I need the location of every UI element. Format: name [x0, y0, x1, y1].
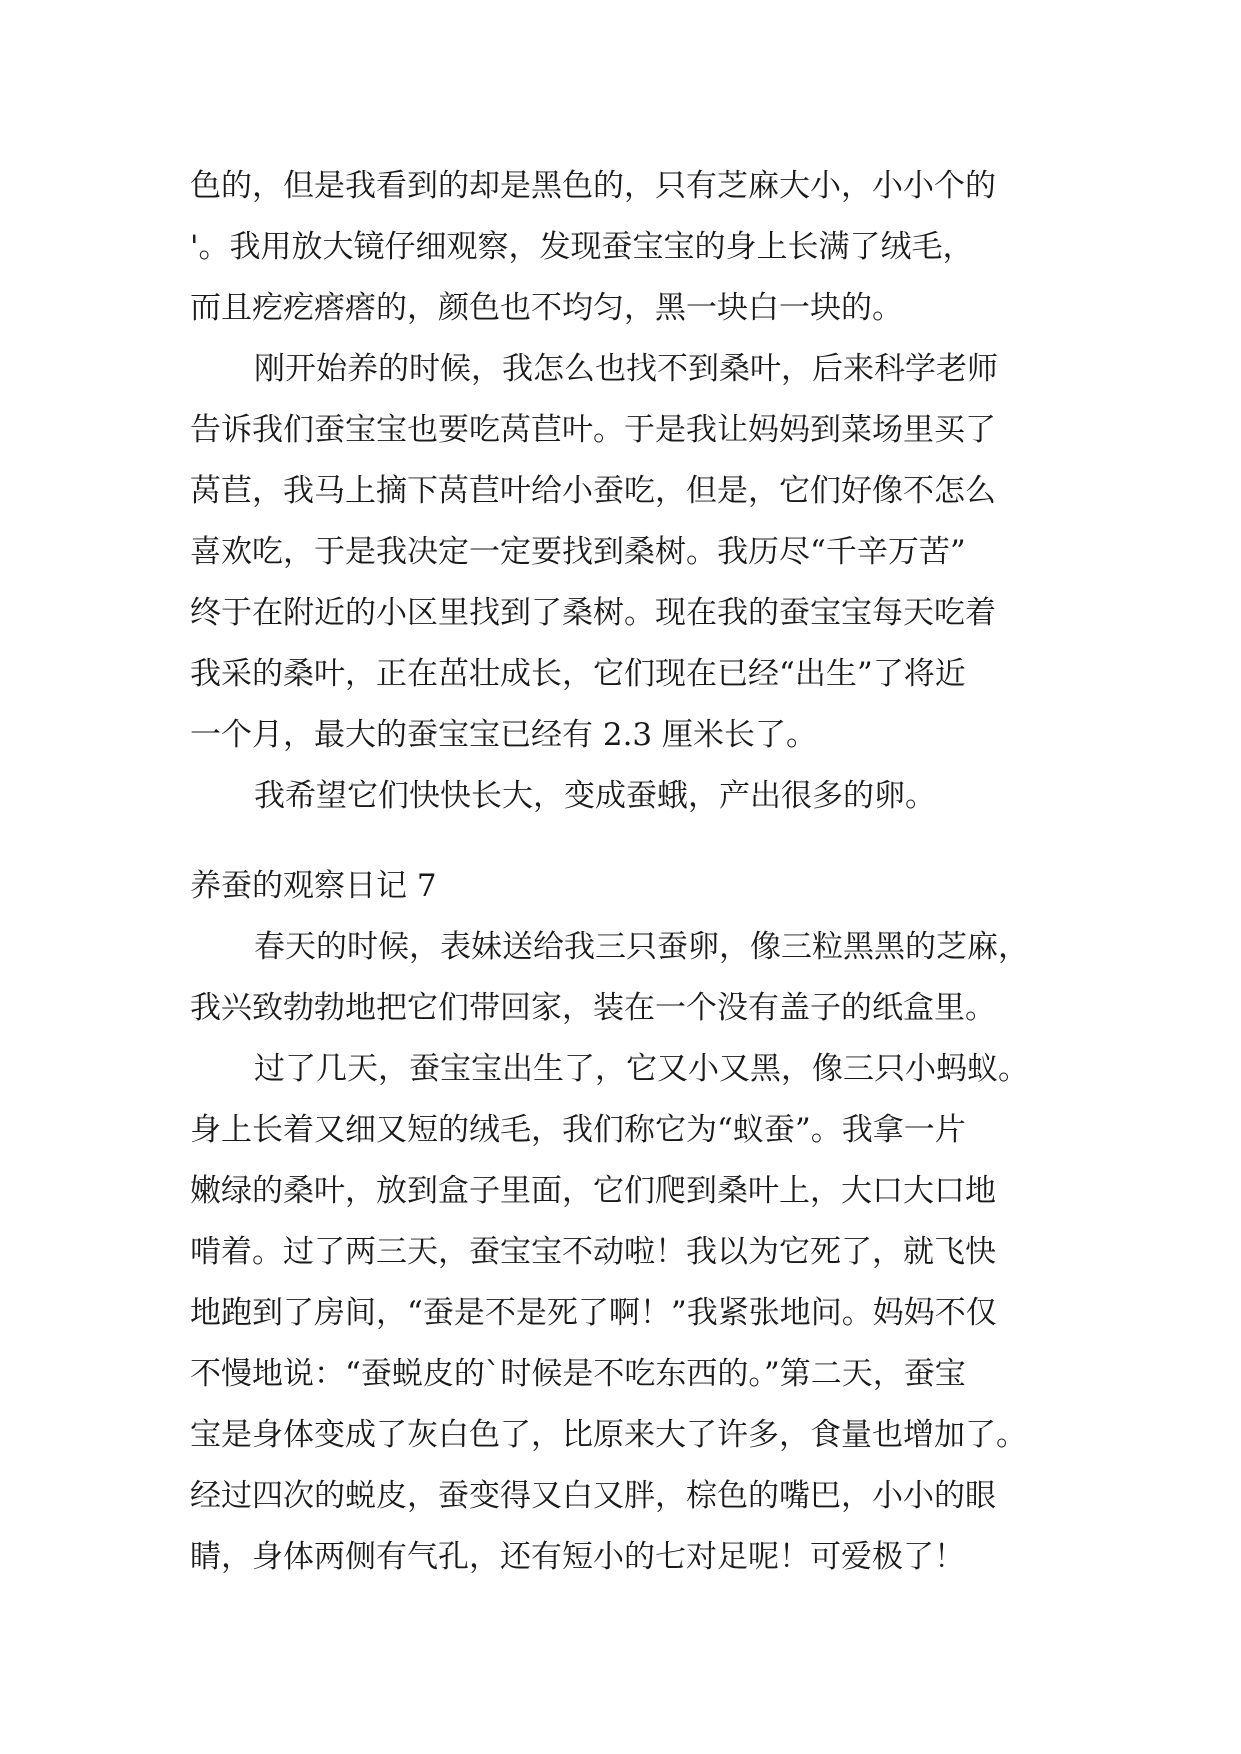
- text-line: '。我用放大镜仔细观察，发现蚕宝宝的身上长满了绒毛，: [190, 229, 974, 265]
- paragraph: [190, 917, 1060, 1039]
- text-line: 而且疙疙瘩瘩的，颜色也不均匀，黑一块白一块的。: [190, 290, 903, 326]
- text-line: 啃着。过了两三天，蚕宝宝不动啦！我以为它死了，就飞快: [190, 1234, 996, 1270]
- text-line: 一个月，最大的蚕宝宝已经有 2.3 厘米长了。: [190, 717, 818, 753]
- text-line: 喜欢吃，于是我决定一定要找到桑树。我历尽“千辛万苦”: [190, 534, 966, 570]
- text-line: 过了几天，蚕宝宝出生了，它又小又黑，像三只小蚂蚁。: [254, 1051, 1029, 1087]
- text-line: 经过四次的蜕皮，蚕变得又白又胖，棕色的嘴巴，小小的眼: [190, 1478, 996, 1514]
- text-line: 宝是身体变成了灰白色了，比原来大了许多，食量也增加了。: [190, 1417, 1027, 1453]
- text-line: 我采的桑叶，正在茁壮成长，它们现在已经“出生”了将近: [190, 656, 966, 692]
- paragraph: [190, 1039, 1060, 1588]
- text-line: 春天的时候，表妹送给我三只蚕卵，像三粒黑黑的芝麻，: [254, 929, 1029, 965]
- text-line: 嫩绿的桑叶，放到盒子里面，它们爬到桑叶上，大口大口地: [190, 1173, 996, 1209]
- text-line: 不慢地说：“蚕蜕皮的`时候是不吃东西的。”第二天，蚕宝: [190, 1356, 966, 1392]
- text-line: 我希望它们快快长大，变成蚕蛾，产出很多的卵。: [254, 778, 936, 814]
- text-line: 睛，身体两侧有气孔，还有短小的七对足呢！可爱极了！: [190, 1539, 965, 1575]
- text-line: 我兴致勃勃地把它们带回家，装在一个没有盖子的纸盒里。: [190, 990, 996, 1026]
- previous-diary-section: [190, 156, 1060, 827]
- paragraph: [190, 766, 1060, 827]
- text-line: 身上长着又细又短的绒毛，我们称它为“蚁蚕”。我拿一片: [190, 1112, 966, 1148]
- text-line: 地跑到了房间，“蚕是不是死了啊！”我紧张地问。妈妈不仅: [190, 1295, 997, 1331]
- paragraph: [190, 156, 1060, 339]
- diary-section-7: [190, 856, 1060, 1588]
- text-line: 刚开始养的时候，我怎么也找不到桑叶，后来科学老师: [254, 351, 998, 387]
- text-line: 告诉我们蚕宝宝也要吃莴苣叶。于是我让妈妈到菜场里买了: [190, 412, 996, 448]
- section-title: 养蚕的观察日记 7: [190, 868, 437, 904]
- paragraph: [190, 339, 1060, 766]
- text-line: 色的，但是我看到的却是黑色的，只有芝麻大小，小小个的: [190, 168, 996, 204]
- text-line: 莴苣，我马上摘下莴苣叶给小蚕吃，但是，它们好像不怎么: [190, 473, 996, 509]
- text-line: 终于在附近的小区里找到了桑树。现在我的蚕宝宝每天吃着: [190, 595, 996, 631]
